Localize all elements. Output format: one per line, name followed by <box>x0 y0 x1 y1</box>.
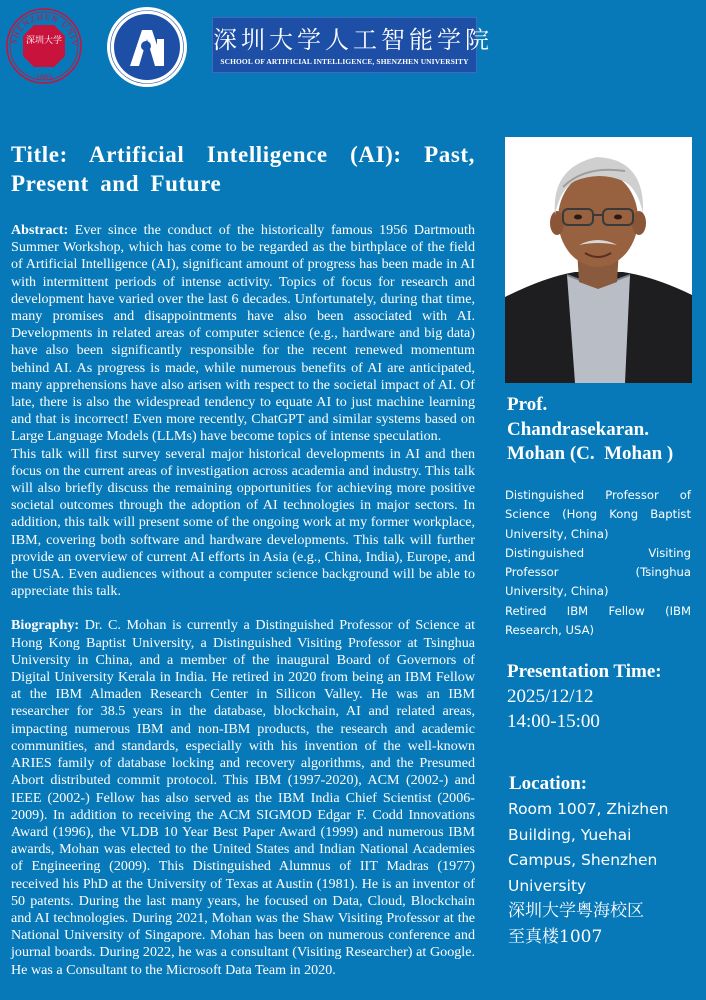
location-line: University <box>508 876 587 895</box>
speaker-name-line: Mohan (C. Mohan ) <box>507 443 674 464</box>
talk-details <box>11 140 475 979</box>
location-details <box>508 797 704 950</box>
shenzhen-university-seal-logo <box>4 6 84 86</box>
location-line-chinese: 深圳大学粤海校区 <box>508 901 644 921</box>
speaker-name-line: Prof. <box>507 394 548 415</box>
biography-label: Biography: <box>11 617 80 634</box>
seal-ring-text: SHENZHEN UNIV <box>8 11 81 48</box>
speaker-photo <box>505 137 692 383</box>
seal-year: 1983 <box>36 73 52 82</box>
presentation-time-label: Presentation Time: <box>507 661 662 682</box>
abstract-paragraph-2: This talk will first survey several major historical developments in AI and then focus on the current areas of investigation across academia and industry. This talk will also briefly discuss the remaining opportunities for achieving more positive societal outcomes through the adoption of AI technologies in major sectors. In addition, this talk will present some of the ongoing work at my former workplace, IBM, covering both software and hardware developments. This talk will further provide an overview of current AI efforts in Asia (e.g., China, India), Europe, and the USA. Even audiences without a computer science background will be able to appreciate this talk. <box>11 445 475 600</box>
seal-center-text: 深圳大学 <box>25 36 63 46</box>
biography-paragraph <box>11 617 475 978</box>
speaker-positions <box>505 486 691 640</box>
speaker-name <box>507 393 706 467</box>
talk-title: Title: Artificial Intelligence (AI): Past, Present and Future <box>11 142 475 196</box>
location-line: Campus, Shenzhen <box>508 851 658 869</box>
abstract-label: Abstract: <box>11 222 69 238</box>
position-line: Distinguished Professor of <box>505 488 691 502</box>
biography-text: Dr. C. Mohan is currently a Distinguished Professor of Science at Hong Kong Baptist University, a Distinguished Visiting Professor at Tsinghua University in China, and a member of the inaugural Board of Governors of Digital University Kerala in India. He retired in 2020 from being an IBM Fellow at the IBM Almaden Research Center in Silicon Valley. He was an IBM researcher for 38.5 years in the database, blockchain, AI and related areas, impacting numerous IBM and non-IBM products, the research and academic communities, and standards, especially with his invention of the well-known ARIES family of database locking and recovery algorithms, and the Presumed Abort distributed commit protocol. This IBM (1997-2020), ACM (2002-) and IEEE (2002-) Fellow has also served as the IBM India Chief Scientist (2006-2009). In addition to receiving the ACM SIGMOD Edgar F. Codd Innovations Award (1996), the VLDB 10 Year Best Paper Award (1999) and numerous IBM awards, Mohan was elected to the United States and Indian National Academies of Engineering (2009). This Distinguished Alumnus of IIT Madras (1977) received his PhD at the University of Texas at Austin (1981). He is an inventor of 50 patents. During the last many years, he focused on Data, Cloud, Blockchain and AI technologies. During 2021, Mohan was the Shaw Visiting Professor at the National University of Singapore. Mohan has been on numerous conference and journal boards. During 2022, he was a consultant (Visiting Researcher) at Google. He was a Consultant to the Microsoft Data Team in 2020. <box>11 617 475 978</box>
abstract-text: Ever since the conduct of the historically famous 1956 Dartmouth Summer Workshop, which has come to be regarded as the birthplace of the field of Artificial Intelligence (AI), significant amount of progress has been made in AI with intermittent periods of intense activity. Topics of focus for research and development have varied over the last 6 decades. Unfortunately, during that time, many promises and disappointments have also been associated with AI. Developments in related areas of computer science (e.g., hardware and big data) have also been significantly responsible for the recent renewed momentum behind AI. As progress is made, while numerous benefits of AI are anticipated, many apprehensions have also arisen with respect to the societal impact of AI. Of late, there is also the widespread tendency to equate AI to just machine learning and that is incorrect! Even more recently, ChatGPT and similar systems based on Large Language Models (LLMs) have become topics of intense speculation. <box>11 222 475 445</box>
position-line: Retired IBM Fellow (IBM <box>505 603 691 618</box>
presentation-date: 2025/12/12 <box>507 686 594 707</box>
location-label: Location: <box>509 773 588 794</box>
speaker-name-line: Chandrasekaran. <box>507 418 649 440</box>
location-line-chinese: 至真楼1007 <box>508 926 603 947</box>
location-line: Room 1007, Zhizhen <box>508 800 669 818</box>
position-line: Distinguished Visiting <box>505 545 691 560</box>
position-line: Science (Hong Kong Baptist <box>505 507 691 522</box>
position-line: Professor (Tsinghua <box>505 565 691 580</box>
abstract-paragraph <box>11 222 475 446</box>
position-line: University, China) <box>505 584 609 599</box>
presentation-time: 14:00-15:00 <box>507 711 600 732</box>
location-line: Building, Yuehai <box>508 825 632 844</box>
ai-school-emblem-logo <box>106 6 188 88</box>
position-line: Research, USA) <box>505 623 595 638</box>
school-name-chinese: 深圳大学人工智能学院 <box>213 26 493 54</box>
position-line: University, China) <box>505 526 609 541</box>
school-banner <box>212 17 493 73</box>
school-name-english: SCHOOL OF ARTIFICIAL INTELLIGENCE, SHENZHEN UNIVERSITY <box>220 57 469 66</box>
